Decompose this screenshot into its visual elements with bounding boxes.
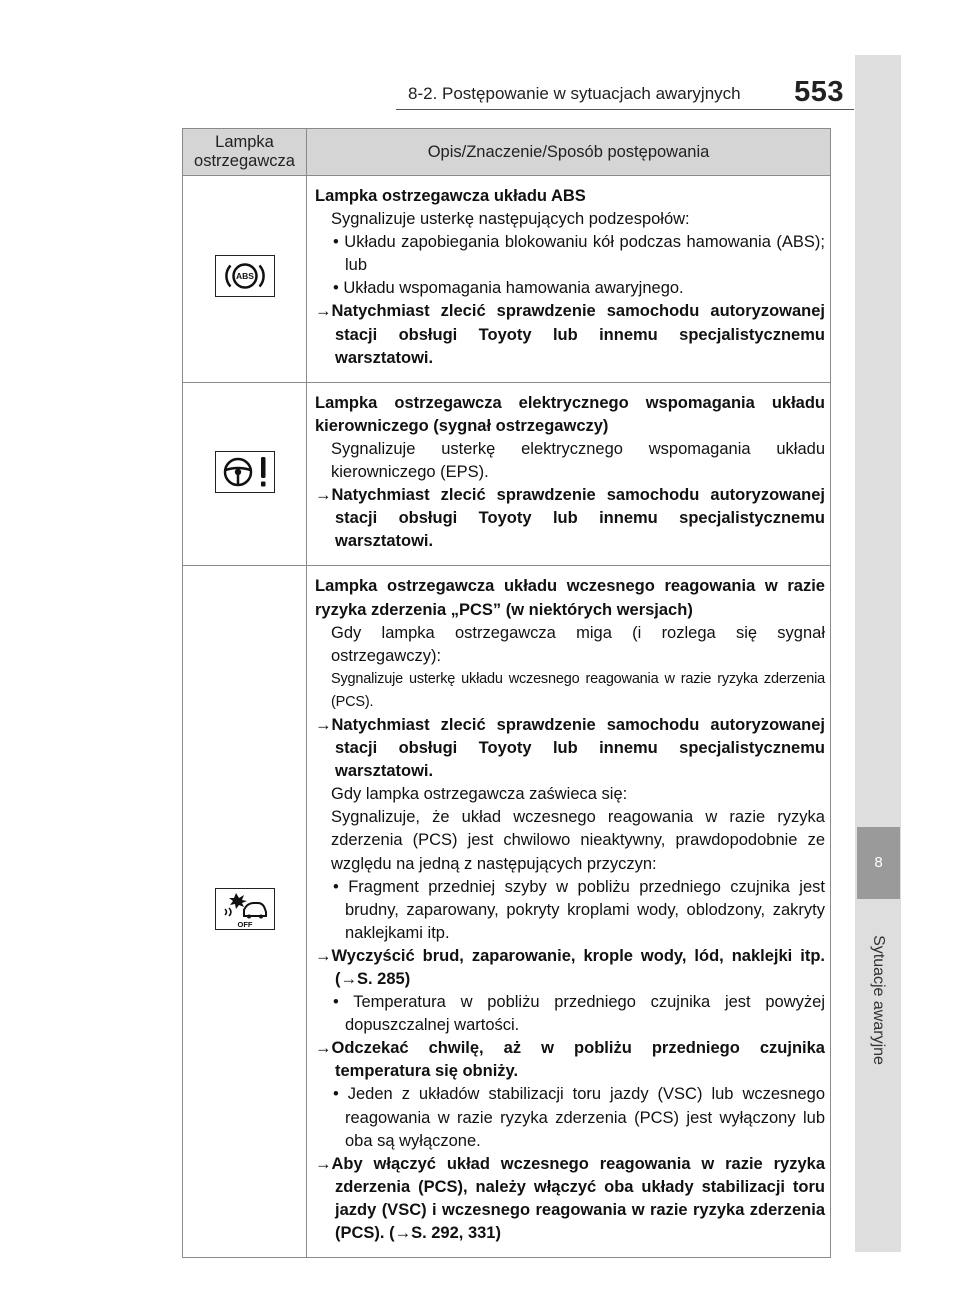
row-title: Lampka ostrzegawcza układu ABS	[315, 187, 586, 205]
condition-description: Sygnalizuje, że układ wczesnego reagowania w razie ryzyka zderzenia (PCS) jest chwilowo nieaktywny, prawdopodobnie ze względu na jedną z następujących przyczyn:	[331, 808, 825, 873]
svg-text:OFF: OFF	[237, 920, 252, 930]
column-header-description: Opis/Znaczenie/Sposób postępowania	[307, 129, 831, 176]
header-rule	[396, 109, 854, 110]
page-header	[396, 74, 854, 110]
icon-cell	[183, 566, 307, 1258]
description-cell	[307, 176, 831, 383]
table-header-row	[183, 129, 831, 176]
row-intro: Sygnalizuje usterkę następujących podzespołów:	[331, 210, 690, 229]
pcs-off-warning-icon	[215, 888, 275, 930]
page-number: 553	[794, 76, 844, 108]
table-row	[183, 176, 831, 383]
list-item: • Fragment przedniej szyby w pobliżu przedniego czujnika jest brudny, zaparowany, pokryty kroplami wody, oblodzony, zakryty naklejkami itp.	[333, 877, 825, 942]
list-item: • Jeden z układów stabilizacji toru jazdy (VSC) lub wczesnego reagowania w razie ryzyka zderzenia (PCS) jest wyłączony lub oba są wyłączone.	[333, 1085, 825, 1150]
table-row	[183, 566, 831, 1258]
description-cell	[307, 566, 831, 1258]
table-row	[183, 382, 831, 566]
warning-lights-table	[182, 128, 831, 1258]
action-instruction: →Natychmiast zlecić sprawdzenie samochodu autoryzowanej stacji obsługi Toyoty lub innemu specjalistycznemu warsztatowi.	[315, 715, 825, 781]
action-instruction: →Natychmiast zlecić sprawdzenie samochodu autoryzowanej stacji obsługi Toyoty lub innemu specjalistycznemu warsztatowi.	[315, 302, 825, 367]
list-item: • Temperatura w pobliżu przedniego czujnika jest powyżej dopuszczalnej wartości.	[333, 993, 825, 1035]
condition-description: Sygnalizuje usterkę układu wczesnego reagowania w razie ryzyka zderzenia (PCS).	[331, 670, 825, 710]
row-intro: Sygnalizuje usterkę elektrycznego wspomagania układu kierowniczego (EPS).	[331, 439, 825, 482]
chapter-number-tab: 8	[857, 827, 900, 899]
condition-heading: Gdy lampka ostrzegawcza zaświeca się:	[331, 785, 628, 804]
column-header-icon: Lampka ostrzegawcza	[183, 129, 307, 176]
power-steering-warning-icon	[215, 451, 275, 493]
icon-cell	[183, 176, 307, 383]
chapter-sidebar	[855, 55, 901, 1252]
abs-warning-icon	[215, 255, 275, 297]
condition-heading: Gdy lampka ostrzegawcza miga (i rozlega się sygnał ostrzegawczy):	[331, 623, 825, 665]
row-title: Lampka ostrzegawcza układu wczesnego reagowania w razie ryzyka zderzenia „PCS” (w niektórych wersjach)	[315, 577, 825, 619]
chapter-label: Sytuacje awaryjne	[870, 935, 887, 1065]
svg-text:ABS: ABS	[235, 271, 254, 282]
list-item: • Układu wspomagania hamowania awaryjnego.	[333, 279, 684, 298]
row-title: Lampka ostrzegawcza elektrycznego wspomagania układu kierowniczego (sygnał ostrzegawczy)	[315, 393, 825, 435]
list-item: • Układu zapobiegania blokowaniu kół podczas hamowania (ABS); lub	[333, 233, 825, 275]
action-instruction: →Wyczyścić brud, zaparowanie, krople wody, lód, naklejki itp. (→S. 285)	[315, 946, 825, 988]
action-instruction: →Natychmiast zlecić sprawdzenie samochodu autoryzowanej stacji obsługi Toyoty lub innemu specjalistycznemu warsztatowi.	[315, 486, 825, 551]
action-instruction: →Odczekać chwilę, aż w pobliżu przedniego czujnika temperatura się obniży.	[315, 1039, 825, 1081]
description-cell	[307, 382, 831, 566]
icon-cell	[183, 382, 307, 566]
action-instruction: →Aby włączyć układ wczesnego reagowania w razie ryzyka zderzenia (PCS), należy włączyć oba układy stabilizacji toru jazdy (VSC) i wczesnego reagowania w razie ryzyka zderzenia (PCS). (→S. 292, 331)	[315, 1154, 825, 1243]
section-title: 8-2. Postępowanie w sytuacjach awaryjnych	[408, 84, 741, 103]
